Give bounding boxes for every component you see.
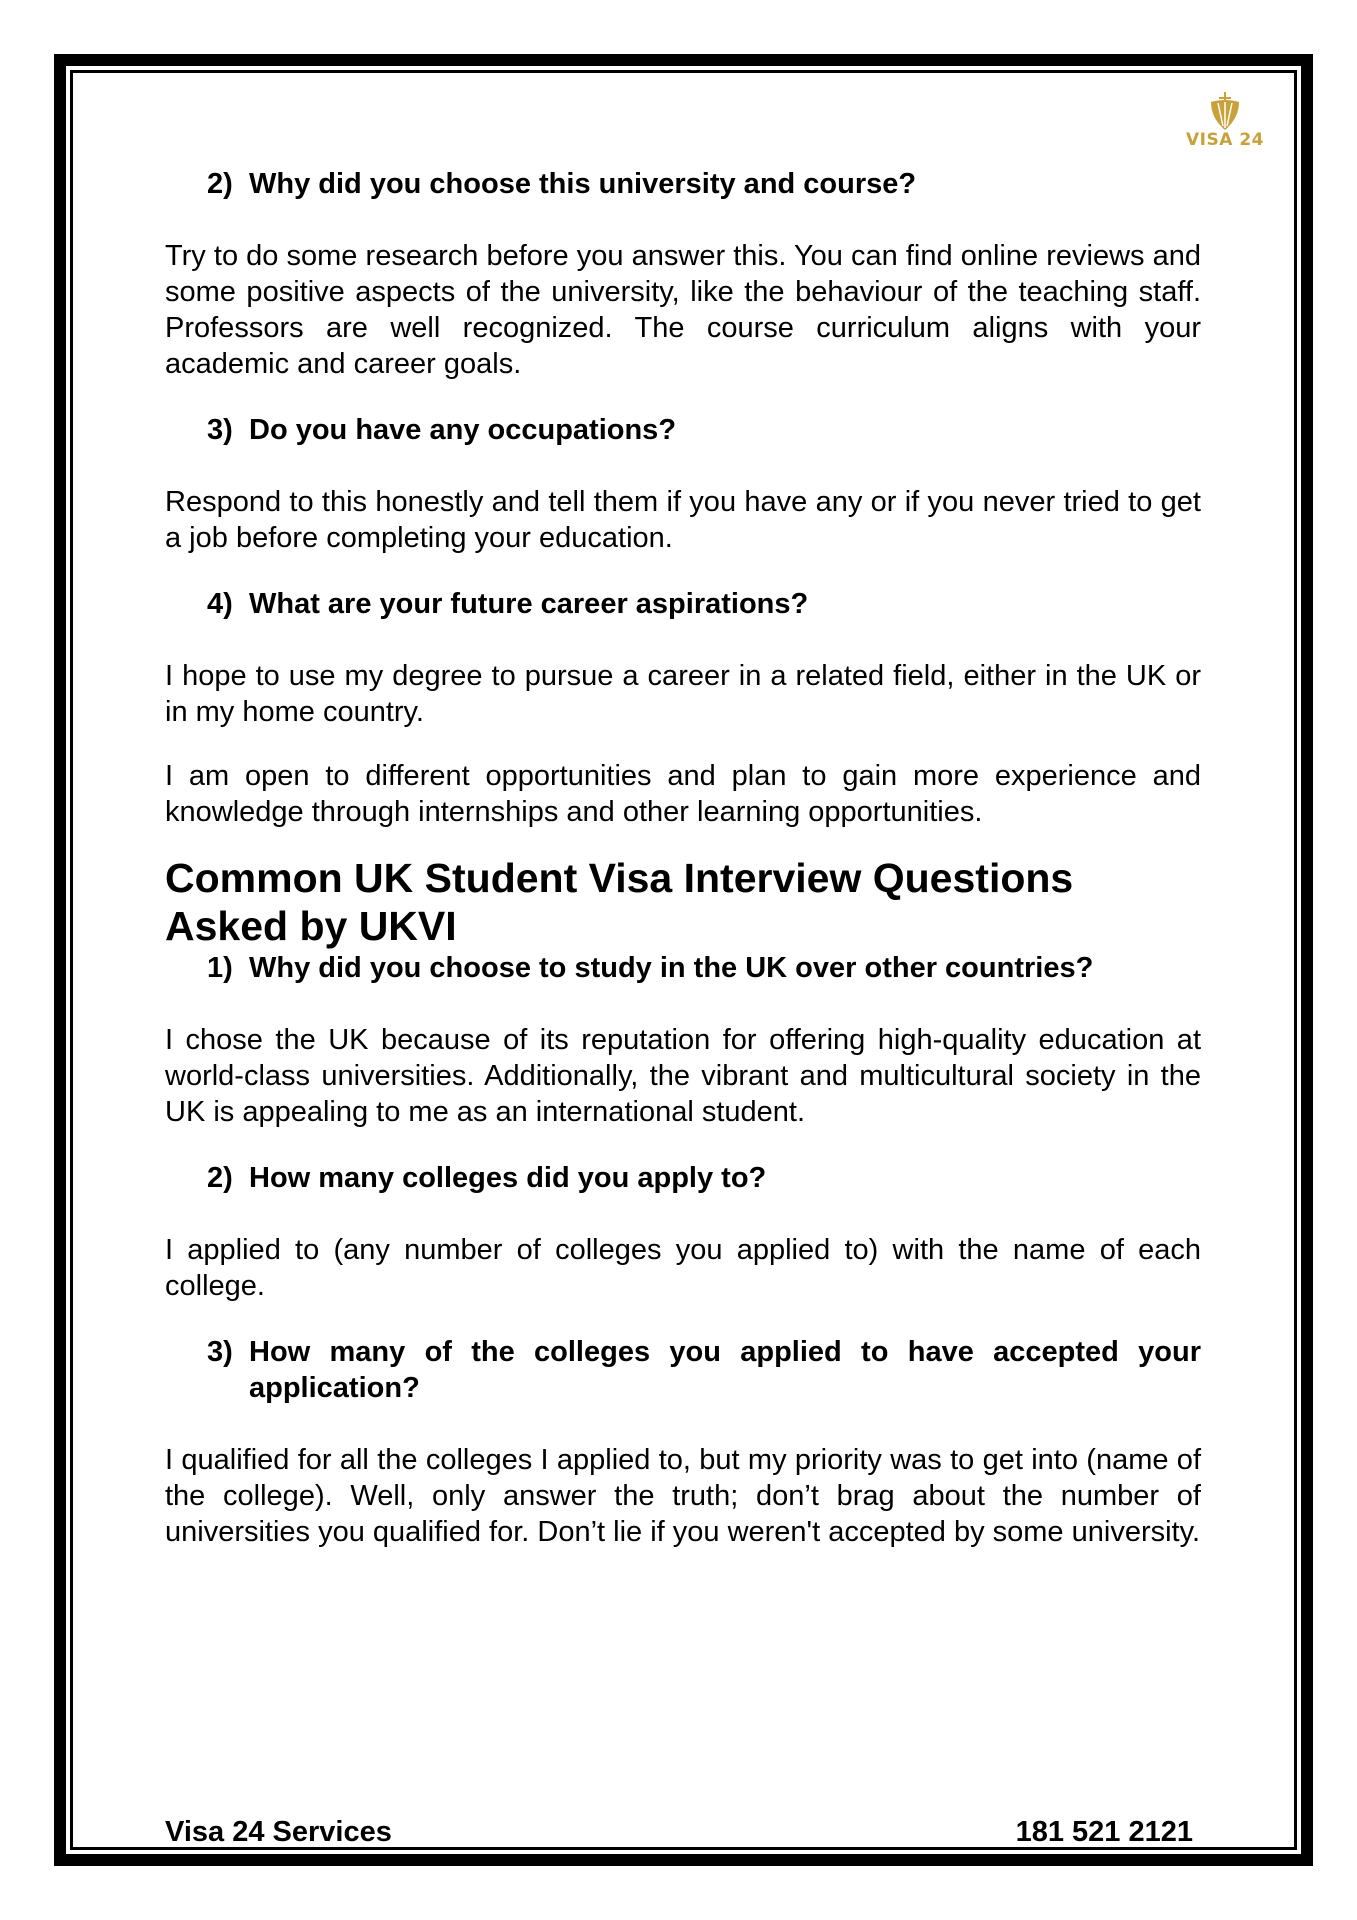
document-body: [165, 166, 1201, 1550]
answer-paragraph: I am open to different opportunities and plan to gain more experience and knowledge through internships and other learning opportunities.: [165, 760, 1201, 828]
question-heading: 2) How many colleges did you apply to?: [207, 1162, 767, 1194]
question-heading: 3) Do you have any occupations?: [207, 414, 677, 446]
footer-company: Visa 24 Services: [165, 1816, 392, 1848]
question-heading: 3) How many of the colleges you applied to have accepted your application?: [207, 1336, 1201, 1404]
footer-phone: 181 521 2121: [1015, 1816, 1193, 1848]
answer-paragraph: I chose the UK because of its reputation for offering high-quality education at world-class universities. Additionally, the vibrant and multicultural society in the UK is appealing to me as an international student.: [165, 1024, 1201, 1128]
question-heading: 4) What are your future career aspirations?: [207, 588, 809, 620]
question-heading: 1) Why did you choose to study in the UK over other countries?: [207, 952, 1094, 984]
answer-paragraph: Respond to this honestly and tell them if you have any or if you never tried to get a job before completing your education.: [165, 486, 1201, 554]
visa24-logo: [1185, 90, 1265, 152]
answer-paragraph: I qualified for all the colleges I applied to, but my priority was to get into (name of the college). Well, only answer the truth; don’t brag about the number of universities you qualified for. Don’t lie if you weren't accepted by some university.: [165, 1444, 1201, 1548]
answer-paragraph: I applied to (any number of colleges you applied to) with the name of each college.: [165, 1234, 1201, 1302]
plane-crest-icon: [1185, 90, 1265, 132]
section-heading: Common UK Student Visa Interview Questions Asked by UKVI: [165, 855, 1074, 949]
answer-paragraph: Try to do some research before you answer this. You can find online reviews and some positive aspects of the university, like the behaviour of the teaching staff. Professors are well recognized. The course curriculum aligns with your academic and career goals.: [165, 240, 1201, 380]
question-heading: 2) Why did you choose this university and course?: [207, 168, 917, 200]
answer-paragraph: I hope to use my degree to pursue a career in a related field, either in the UK or in my home country.: [165, 660, 1201, 728]
logo-text: VISA 24: [1186, 130, 1264, 150]
